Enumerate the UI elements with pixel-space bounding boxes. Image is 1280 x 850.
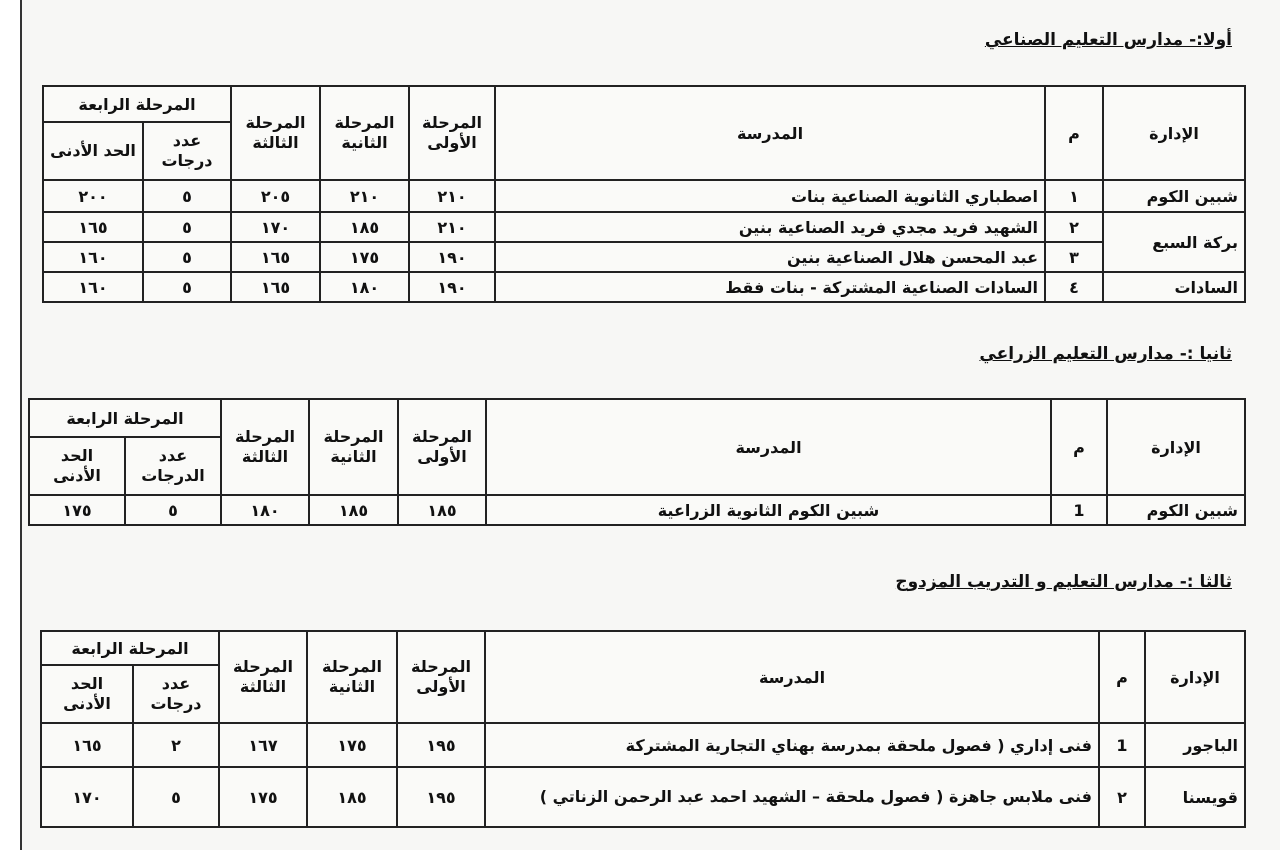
cell-school: الشهيد فريد مجدي فريد الصناعية بنين <box>495 212 1045 242</box>
section-title-industrial: أولا:- مدارس التعليم الصناعي <box>984 30 1232 50</box>
cell-stage1: ١٩٥ <box>397 723 485 767</box>
table-industrial-schools <box>42 85 1246 303</box>
header-idara: الإدارة <box>1107 399 1245 495</box>
header-stage2: المرحلة الثانية <box>309 399 398 495</box>
header-stage3: المرحلة الثالثة <box>231 86 320 180</box>
cell-idara: قويسنا <box>1145 767 1245 827</box>
header-count: عدد درجات <box>133 665 219 723</box>
cell-school: شبين الكوم الثانوية الزراعية <box>486 495 1051 525</box>
cell-stage3: ١٦٥ <box>231 242 320 272</box>
cell-count: ٥ <box>143 180 231 212</box>
cell-idara: شبين الكوم <box>1107 495 1245 525</box>
cell-stage2: ١٨٥ <box>320 212 409 242</box>
cell-count: ٥ <box>125 495 221 525</box>
cell-count: ٥ <box>143 272 231 302</box>
cell-stage1: ٢١٠ <box>409 212 495 242</box>
header-num: م <box>1051 399 1107 495</box>
cell-min: ١٦٥ <box>41 723 133 767</box>
header-stage4: المرحلة الرابعة <box>41 631 219 665</box>
header-stage3: المرحلة الثالثة <box>219 631 307 723</box>
cell-stage3: ١٧٠ <box>231 212 320 242</box>
cell-num: 1 <box>1099 723 1145 767</box>
cell-num: 1 <box>1051 495 1107 525</box>
cell-stage3: ١٧٥ <box>219 767 307 827</box>
cell-num: ٤ <box>1045 272 1103 302</box>
cell-stage2: ١٧٥ <box>307 723 397 767</box>
cell-stage1: ٢١٠ <box>409 180 495 212</box>
header-count: عدد درجات <box>143 122 231 180</box>
section-title-agricultural: ثانيا :- مدارس التعليم الزراعي <box>979 344 1232 364</box>
cell-stage1: ١٩٠ <box>409 272 495 302</box>
cell-num: ٣ <box>1045 242 1103 272</box>
header-stage4: المرحلة الرابعة <box>29 399 221 437</box>
cell-stage3: ١٦٥ <box>231 272 320 302</box>
header-count: عدد الدرجات <box>125 437 221 495</box>
cell-stage3: ١٨٠ <box>221 495 309 525</box>
cell-count: ٥ <box>143 212 231 242</box>
header-stage4: المرحلة الرابعة <box>43 86 231 122</box>
cell-stage3: ٢٠٥ <box>231 180 320 212</box>
cell-stage1: ١٩٥ <box>397 767 485 827</box>
header-min: الحد الأدنى <box>43 122 143 180</box>
section-title-dual-system: ثالثا :- مدارس التعليم و التدريب المزدوج <box>895 572 1232 592</box>
header-school: المدرسة <box>485 631 1099 723</box>
table-dual-system-schools <box>40 630 1246 828</box>
cell-idara: السادات <box>1103 272 1245 302</box>
cell-stage2: ١٨٥ <box>307 767 397 827</box>
cell-idara: بركة السبع <box>1103 212 1245 272</box>
cell-count: ٥ <box>133 767 219 827</box>
header-min: الحد الأدنى <box>29 437 125 495</box>
header-idara: الإدارة <box>1145 631 1245 723</box>
cell-idara: الباجور <box>1145 723 1245 767</box>
cell-count: ٥ <box>143 242 231 272</box>
cell-count: ٢ <box>133 723 219 767</box>
cell-min: ١٧٥ <box>29 495 125 525</box>
cell-min: ٢٠٠ <box>43 180 143 212</box>
cell-school: فنى ملابس جاهزة ( فصول ملحقة – الشهيد احمد عبد الرحمن الزناتي ) <box>485 767 1099 827</box>
header-idara: الإدارة <box>1103 86 1245 180</box>
cell-school: اصطباري الثانوية الصناعية بنات <box>495 180 1045 212</box>
header-stage1: المرحلة الأولى <box>398 399 486 495</box>
cell-stage2: ١٨٠ <box>320 272 409 302</box>
cell-school: السادات الصناعية المشتركة - بنات فقط <box>495 272 1045 302</box>
cell-stage2: ١٧٥ <box>320 242 409 272</box>
cell-min: ١٦٠ <box>43 242 143 272</box>
cell-stage2: ١٨٥ <box>309 495 398 525</box>
header-stage2: المرحلة الثانية <box>320 86 409 180</box>
cell-num: ٢ <box>1045 212 1103 242</box>
header-school: المدرسة <box>495 86 1045 180</box>
cell-num: ٢ <box>1099 767 1145 827</box>
cell-min: ١٧٠ <box>41 767 133 827</box>
cell-stage1: ١٨٥ <box>398 495 486 525</box>
header-num: م <box>1045 86 1103 180</box>
cell-num: ١ <box>1045 180 1103 212</box>
cell-min: ١٦٥ <box>43 212 143 242</box>
header-stage1: المرحلة الأولى <box>397 631 485 723</box>
header-stage3: المرحلة الثالثة <box>221 399 309 495</box>
header-num: م <box>1099 631 1145 723</box>
header-min: الحد الأدنى <box>41 665 133 723</box>
cell-stage3: ١٦٧ <box>219 723 307 767</box>
header-school: المدرسة <box>486 399 1051 495</box>
page-left-edge <box>0 0 22 850</box>
table-agricultural-schools <box>28 398 1246 526</box>
cell-min: ١٦٠ <box>43 272 143 302</box>
header-stage2: المرحلة الثانية <box>307 631 397 723</box>
cell-stage2: ٢١٠ <box>320 180 409 212</box>
cell-stage1: ١٩٠ <box>409 242 495 272</box>
cell-school: فنى إداري ( فصول ملحقة بمدرسة بهناي التجارية المشتركة <box>485 723 1099 767</box>
header-stage1: المرحلة الأولى <box>409 86 495 180</box>
cell-idara: شبين الكوم <box>1103 180 1245 212</box>
cell-school: عبد المحسن هلال الصناعية بنين <box>495 242 1045 272</box>
